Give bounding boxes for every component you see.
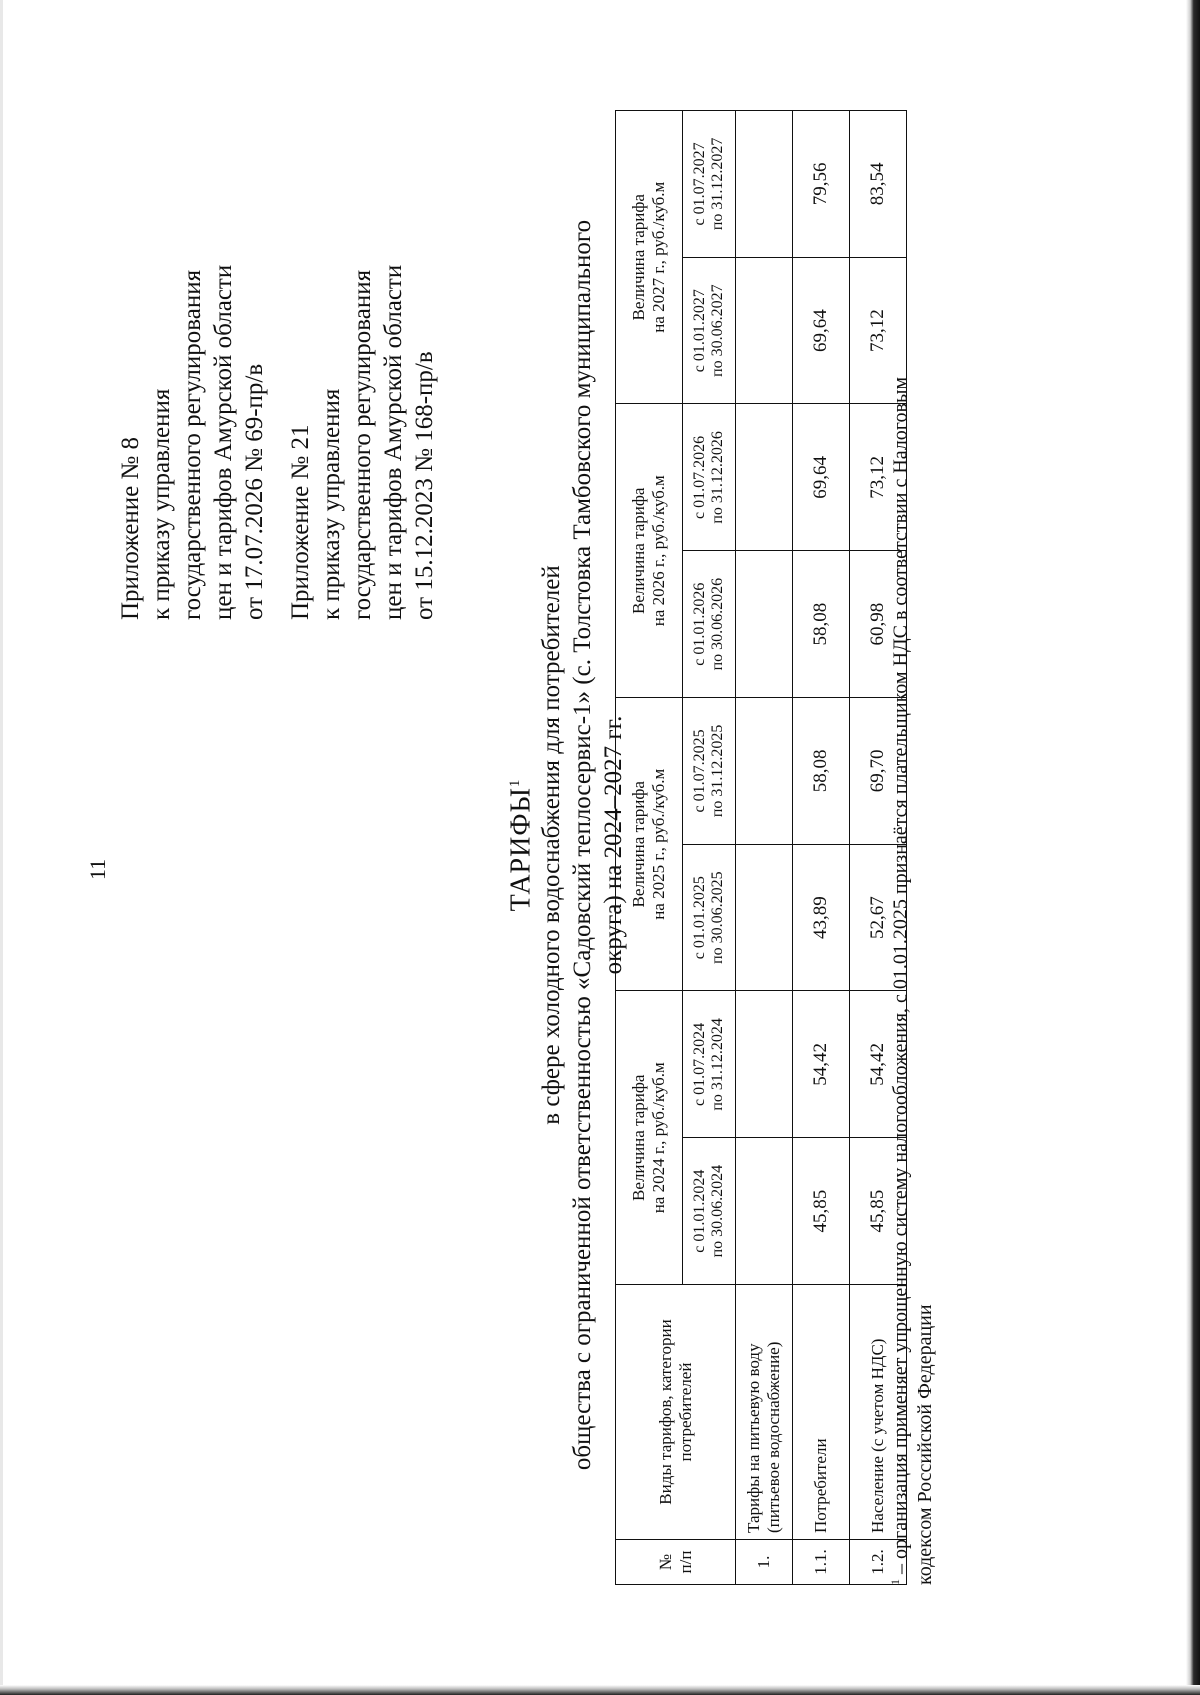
rotated-page [55, 25, 1145, 1665]
title-footnote-mark: 1 [507, 778, 523, 788]
footnote-line: кодексом Российской Федерации [913, 1304, 936, 1585]
title-word: ТАРИФЫ [505, 787, 537, 912]
period-header [683, 257, 736, 404]
period-line: с 01.07.2025 [691, 729, 708, 813]
title-line: общества с ограниченной ответственностью «Садовский теплосервис-1» (с. Толстовка Тамбовского муниципального [569, 219, 597, 1471]
appendix-2-line: к приказу управления [318, 388, 345, 620]
footnote-line [883, 105, 913, 1585]
period-line: по 31.12.2025 [709, 724, 726, 818]
table-row [736, 111, 793, 1585]
header-num [616, 1540, 736, 1585]
tariff-value: 45,85 [850, 1138, 907, 1285]
period-header [683, 1138, 736, 1285]
header-num-line: п/п [675, 1550, 695, 1574]
document-title [500, 65, 629, 1625]
row-name: Потребители [793, 1285, 850, 1540]
tariff-value: 54,42 [793, 991, 850, 1138]
appendix-1-line: Приложение № 8 [117, 436, 144, 620]
period-line: по 30.06.2026 [709, 577, 726, 671]
scan-bottom-edge [0, 1685, 1200, 1695]
year-label-line: на 2025 г., руб./куб.м [649, 768, 668, 920]
period-line: с 01.01.2025 [691, 876, 708, 960]
tariff-value: 69,64 [793, 257, 850, 404]
title-main [500, 65, 536, 1625]
tariff-value [736, 404, 793, 551]
tariff-value: 43,89 [793, 844, 850, 991]
period-line: с 01.07.2027 [691, 142, 708, 226]
tariff-value: 69,70 [850, 698, 907, 845]
header-name-line: Виды тарифов, категории [655, 1319, 675, 1505]
period-line: по 30.06.2024 [709, 1164, 726, 1258]
period-line: по 31.12.2027 [709, 137, 726, 231]
period-header [683, 111, 736, 258]
footnote-mark: 1 [888, 1579, 902, 1585]
tariff-value: 45,85 [793, 1138, 850, 1285]
year-label-line: Величина тарифа [629, 781, 648, 908]
period-line: с 01.07.2026 [691, 435, 708, 519]
appendix-1-line: государственного регулирования [179, 269, 206, 620]
tariff-value: 73,12 [850, 257, 907, 404]
year-label-line: Величина тарифа [629, 487, 648, 614]
table-row [793, 111, 850, 1585]
period-header [683, 991, 736, 1138]
row-name: Население (с учетом НДС) [850, 1285, 907, 1540]
period-line: с 01.01.2026 [691, 582, 708, 666]
table-header-row [616, 111, 683, 1585]
appendix-1-line: к приказу управления [148, 388, 175, 620]
period-header [683, 844, 736, 991]
appendix-block-1 [115, 60, 270, 620]
year-label-line: на 2024 г., руб./куб.м [649, 1062, 668, 1214]
period-line: по 30.06.2027 [709, 284, 726, 377]
period-line: по 31.12.2026 [709, 431, 726, 524]
tariff-value [736, 1138, 793, 1285]
period-line: с 01.07.2024 [691, 1022, 708, 1106]
tariff-value [736, 111, 793, 258]
row-name [736, 1285, 793, 1540]
header-name [616, 1285, 736, 1540]
row-name-line: Тарифы на питьевую воду [744, 1343, 763, 1533]
header-year-2025 [616, 698, 683, 992]
tariff-value: 52,67 [850, 844, 907, 991]
header-year-2024 [616, 991, 683, 1285]
appendix-block-2 [285, 60, 440, 620]
row-num: 1.2. [850, 1540, 907, 1585]
tariff-value [736, 551, 793, 698]
period-header [683, 551, 736, 698]
year-label-line: на 2027 г., руб./куб.м [649, 181, 668, 333]
row-num: 1. [736, 1540, 793, 1585]
year-label-line: Величина тарифа [629, 194, 648, 321]
appendix-2-line: государственного регулирования [349, 269, 376, 620]
row-num: 1.1. [793, 1540, 850, 1585]
tariff-value: 79,56 [793, 111, 850, 258]
tariff-value [736, 698, 793, 845]
appendix-2-line: цен и тарифов Амурской области [380, 264, 407, 620]
tariff-value [736, 257, 793, 404]
scan-right-edge [1186, 0, 1200, 1695]
appendix-2-line: Приложение № 21 [287, 424, 314, 620]
footnote [883, 105, 937, 1585]
header-year-2026 [616, 404, 683, 698]
period-line: с 01.01.2027 [691, 289, 708, 373]
scan-left-edge [0, 0, 3, 1695]
tariff-value: 83,54 [850, 111, 907, 258]
period-line: с 01.01.2024 [691, 1169, 708, 1253]
tariff-value: 58,08 [793, 698, 850, 845]
tariff-value: 58,08 [793, 551, 850, 698]
tariff-value: 54,42 [850, 991, 907, 1138]
tariff-value [736, 991, 793, 1138]
footnote-text: – организация применяет упрощенную систему налогообложения, с 01.01.2025 признаётся плательщиком НДС в соответствии с Налоговым [889, 376, 912, 1579]
header-year-2027 [616, 111, 683, 405]
appendix-1-line: цен и тарифов Амурской области [210, 264, 237, 620]
tariff-value: 69,64 [793, 404, 850, 551]
period-header [683, 698, 736, 845]
tariff-value: 60,98 [850, 551, 907, 698]
period-line: по 30.06.2025 [709, 871, 726, 964]
header-num-line: № [655, 1553, 675, 1571]
tariff-value: 73,12 [850, 404, 907, 551]
title-line: округа) на 2024–2027 гг. [600, 715, 628, 975]
header-name-line: потребителей [675, 1362, 695, 1462]
tariff-table [615, 110, 907, 1585]
tariff-value [736, 844, 793, 991]
appendix-1-line: от 17.07.2026 № 69-пр/в [241, 363, 268, 620]
year-label-line: Величина тарифа [629, 1074, 648, 1201]
period-header [683, 404, 736, 551]
row-name-line: (питьевое водоснабжение) [764, 1341, 783, 1533]
period-line: по 31.12.2024 [709, 1018, 726, 1111]
year-label-line: на 2026 г., руб./куб.м [649, 475, 668, 627]
title-line: в сфере холодного водоснабжения для потребителей [538, 565, 566, 1125]
appendix-2-line: от 15.12.2023 № 168-пр/в [411, 351, 438, 620]
page-number: 11 [85, 858, 110, 880]
